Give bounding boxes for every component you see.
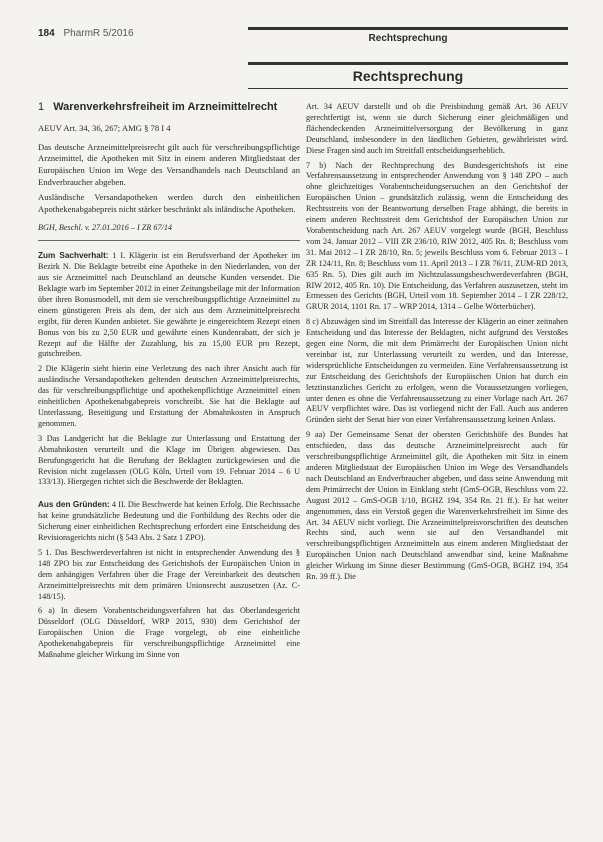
divider xyxy=(38,240,300,241)
headnote-1: Das deutsche Arzneimittelpreisrecht gilt auch für verschreibungspflichtige Arzneimittel, die Apotheken mit Sitz in einem anderen Mitgliedstaat der Europäischen Union im Wege des Versandhandels nach Deutschland an Endverbraucher abgeben. xyxy=(38,141,300,187)
section-header: Rechtsprechung xyxy=(248,27,568,44)
entry-title-text: Warenverkehrsfreiheit im Arzneimittelrecht xyxy=(53,101,278,113)
right-column xyxy=(306,102,568,587)
paragraph: Art. 34 AEUV darstellt und ob die Preisbindung gemäß Art. 36 AEUV gerechtfertigt ist, wenn sie durch Sicherung einer gleichmäßigen und flächendeckenden Arzneimittelversorgung der Bevölkerung in ganz Deutschland, insbesondere in den ländlichen Gebieten, gewährleistet wird. Diese Fragen sind auch im Streitfall entscheidungserheblich. xyxy=(306,102,568,155)
paragraph: 5 1. Das Beschwerdeverfahren ist nicht in entsprechender Anwendung des § 148 ZPO bis zur Entscheidung des Gerichtshofs der Europäischen Union in dem anhängigen Verfahren über die Frage der Vereinbarkeit des deutschen Arzneimittelpreisrechts mit dem primären Unionsrecht auszusetzen (Az. C-148/15). xyxy=(38,547,300,601)
court-citation: BGH, Beschl. v. 27.01.2016 – I ZR 67/14 xyxy=(38,223,173,233)
paragraph: 2 Die Klägerin sieht hierin eine Verletzung des nach ihrer Ansicht auch für ausländische Versandapotheken geltenden deutschen Arzneimittelpreisrechts, das für verschreibungspflichtige und apothekenpflichtige Arzneimittel einen einheitlichen Apothekenabgabepreis vorschreibt. Sie hat die Beklagte auf Unterlassung, Beseitigung und Erstattung der Abmahnkosten in Anspruch genommen. xyxy=(38,364,300,428)
paragraph: 3 Das Landgericht hat die Beklagte zur Unterlassung und Erstattung der Abmahnkosten verurteilt und die Klage im Übrigen abgewiesen. Das Berufungsgericht hat die Berufung der Beklagten zurückgewiesen und die Revision nicht zugelassen (OLG Köln, Urteil vom 19. Februar 2014 – 6 U 133/13). Hiergegen richtet sich die Beschwerde der Beklagten. xyxy=(38,433,300,487)
headnote-2: Ausländische Versandapotheken werden durch den einheitlichen Apothekenabgabepreis nicht stärker beschränkt als inländische Apotheken. xyxy=(38,192,300,214)
running-header xyxy=(38,28,134,39)
paragraph: Aus den Gründen: 4 II. Die Beschwerde hat keinen Erfolg. Die Rechtssache hat keine grundsätzliche Bedeutung und die Fortbildung des Rechts oder die Sicherung einer einheitlichen Rechtsprechung erfordert eine Entscheidung des Revisionsgerichts nicht (§ 543 Abs. 2 Satz 1 ZPO). xyxy=(38,500,300,543)
left-column xyxy=(38,102,300,665)
section-title: Rechtsprechung xyxy=(248,62,568,89)
entry-title xyxy=(38,102,300,113)
journal-name: PharmR 5/2016 xyxy=(63,28,134,39)
paragraph: 9 aa) Der Gemeinsame Senat der obersten Gerichtshöfe des Bundes hat entschieden, dass das deutsche Arzneimittelpreisrecht auch für verschreibungspflichtige Arzneimittel gilt, die Apotheken mit Sitz in einem anderen Mitgliedstaat der Europäischen Union im Wege des Versandhandels nach Deutschland an Endverbraucher abgeben, und dass seine Anwendung mit dem Primärrecht der Union in Einklang steht (GmS-OGB, Beschluss vom 22. August 2012 – GmS-OGB 1/10, BGHZ 194, 354 Rn. 21 ff.). Er hat weiter angenommen, dass ein Verstoß gegen die Warenverkehrsfreiheit im Sinne des Art. 34 AEUV nicht vorliegt. Die Arzneimittelpreisvorschriften des deutschen Rechts sind, auch wenn sie auf den Versandhandel mit verschreibungspflichtigen Arzneimitteln aus einem anderen Mitgliedstaat der Europäischen Union nach Deutschland anwendbar sind, keine Maßnahme gleicher Wirkung im Sinne dieser Bestimmung (GmS-OGB, BGHZ 194, 354 Rn. 39 ff.). Die xyxy=(306,430,568,582)
paragraph: 8 c) Abzuwägen sind im Streitfall das Interesse der Klägerin an einer zeitnahen Entscheidung und das Interesse der Beklagten, nicht aufgrund des Verstoßes gegen eine Norm, die mit dem Primärrecht der Europäischen Union nicht vereinbar ist, zur Unterlassung verurteilt zu werden, und das Interesse, widersprüchliche Entscheidungen zu vermeiden. Eine Verfahrensaussetzung ist zur Entscheidung des Gerichtshofs der Europäischen Union hat durch ein letztinstanzliches Gericht zu erfolgen, wenn die Voraussetzungen vorliegen, unter denen es ohne die Verfahrensaussetzung zu einer Vorlage nach Art. 267 AEUV verpflichtet wäre. Das ist vorliegend nicht der Fall. Auch aus anderen Gründen sieht der Senat hier von einer Verfahrensaussetzung keinen Anlass. xyxy=(306,317,568,425)
paragraph: Zum Sachverhalt: 1 I. Klägerin ist ein Berufsverband der Apotheker im Bezirk N. Die Beklagte betreibt eine Apotheke in den Niederlanden, von der aus sie Arzneimittel nach Deutschland an deutsche Kunden versendet. Die Beklagte warb im September 2012 in einer Zeitungsbeilage mit der Information über ihren Bonusmodell, mit dem sie verschreibungspflichtige Arzneimittel zu einem günstigeren Preis als dem, der sich aus dem Arzneimittelpreisrecht ergibt, für deren Kunden anbietet. Sie gewährte je eingereichtem Rezept einen Bonus von bis zu 2,50 EUR und gewährte einen Kundenrabatt, der sich je Rezept auf die Hälfte der Zuzahlung, bis zu 15,00 EUR pro Rezept, gutschreiben. xyxy=(38,251,301,359)
entry-number: 1 xyxy=(38,101,45,113)
page-number: 184 xyxy=(38,28,55,39)
paragraph: 6 a) In diesem Vorabentscheidungsverfahren hat das Oberlandesgericht Düsseldorf (OLG Düsseldorf, WRP 2015, 930) dem Gerichtshof der Europäischen Union die Frage vorgelegt, ob eine einheitliche Apothekenabgabepreis für verschreibungspflichtige Arzneimittel eine Maßnahme gleicher Wirkung im Sinne von xyxy=(38,606,300,660)
paragraph: 7 b) Nach der Rechtsprechung des Bundesgerichtshofs ist eine Verfahrensaussetzung in entsprechender Anwendung von § 148 ZPO – auch ohne gleichzeitiges Vorabentscheidungsersuchen an den Gerichtshof der Europäischen Union – grundsätzlich zulässig, wenn die Entscheidung des Rechtsstreits von der Beantwortung derselben Frage abhängt, die bereits in einem anderen Rechtsstreit dem Gerichtshof der Europäischen Union zur Vorabentscheidung nach Art. 267 AEUV vorgelegt wurde (BGH, Beschluss vom 24. Januar 2012 – VIII ZR 236/10, RIW 2012, 405 Rn. 8; Beschluss vom 31. Mai 2012 – I ZR 28/10, Rn. 5; jeweils Beschluss vom 6. Februar 2013 – I ZR 124/11, Rn. 8; Beschluss vom 11. April 2013 – I ZR 76/11, ZUM-RD 2013, 635 Rn. 5). Dies gilt auch im Nichtzulassungsbeschwerdeverfahren (BGH, RIW 2012, 405 Rn. 10). Die Entscheidung, das Verfahren auszusetzen, steht im Ermessen des Gerichts (BGH, Urteil vom 18. September 2014 – I ZR 228/12, GRUR 2014, 1101 Rn. 17 – WRP 2014, 1314 – Gelbe Wörterbücher). xyxy=(306,160,568,312)
legal-references: AEUV Art. 34, 36, 267; AMG § 78 I 4 xyxy=(38,122,171,133)
